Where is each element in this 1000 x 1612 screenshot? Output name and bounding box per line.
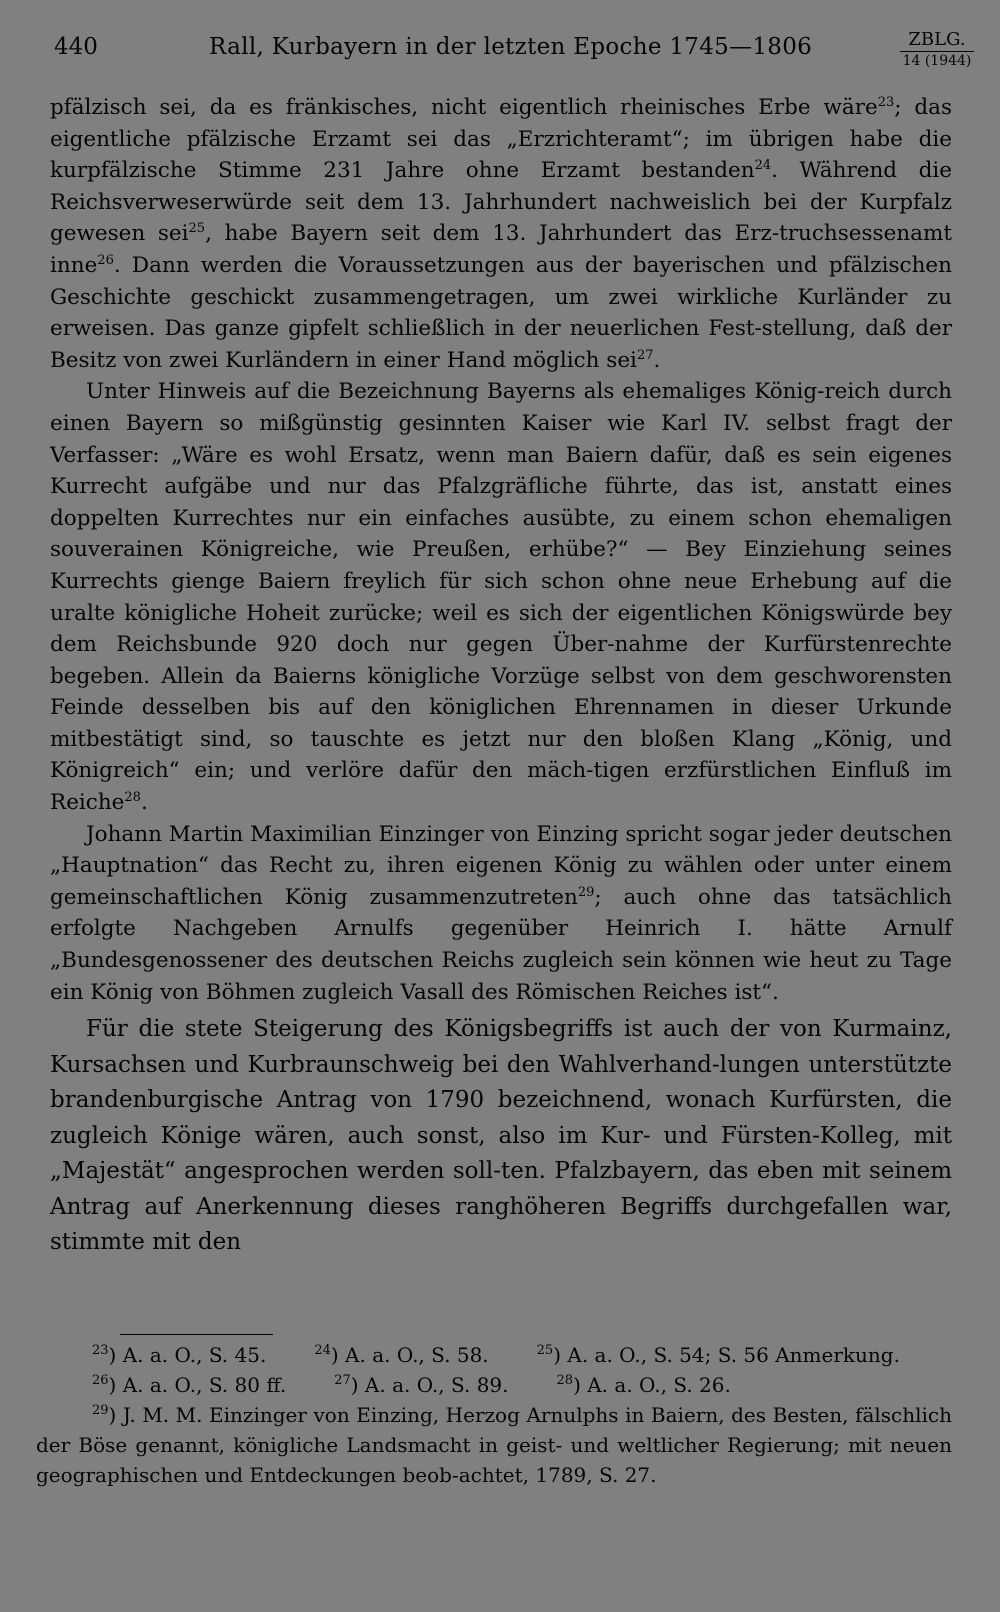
footnote-text: A. a. O., S. 26. — [587, 1373, 731, 1397]
footnote-marker: 29 — [577, 884, 595, 900]
text-run: Johann Martin Maximilian Einzinger von Einzing spricht sogar jeder deutschen „Hauptnation“ das Recht zu, ihren eigenen König zu wählen oder unter einem gemeinschaftlichen König zusammenzutreten — [50, 821, 952, 910]
footnote-marker: 24 — [754, 158, 772, 174]
page-number: 440 — [54, 34, 98, 60]
text-run: Für die stete Steigerung des Königsbegriffs ist auch der von Kurmainz, Kursachsen und Kurbraunschweig bei den Wahlverhand-lungen unterstützte brandenburgische Antrag von 1790 bezeichnend, wonach Kurfürsten, die zugleich Könige wären, auch sonst, also im Kur- und Fürsten-Kolleg, mit „Majestät“ angesprochen werden soll-ten. Pfalzbayern, das eben mit seinem Antrag auf Anerkennung dieses ranghöheren Begriffs durchgefallen war, stimmte mit den — [50, 1016, 952, 1256]
footnote-number: 28 — [556, 1373, 574, 1388]
text-run: . — [140, 790, 148, 816]
footnote-text: A. a. O., S. 54; S. 56 Anmerkung. — [567, 1343, 900, 1367]
paragraph-3 — [50, 819, 952, 1009]
paragraph-4 — [50, 1012, 952, 1261]
footnote-marker: 28 — [124, 790, 141, 806]
journal-abbreviation: ZBLG. — [900, 30, 974, 52]
footnote-number: 25 — [536, 1343, 554, 1358]
footnote-marker: 23 — [877, 95, 895, 110]
text-run: ; auch ohne das tatsächlich erfolgte Nachgeben Arnulfs gegenüber Heinrich I. hätte Arnulf „Bundesgenossener des deutschen Reichs zugleich sein können wie heut zu Tage ein König von Böhmen zugleich Vasall des Römischen Reiches ist“. — [50, 884, 952, 1005]
footnote-marker: 27 — [636, 347, 654, 363]
footnote-text: J. M. M. Einzinger von Einzing, Herzog Arnulphs in Baiern, des Besten, fälschlich der Böse genannt, königliche Landsmacht in geist- und weltlicher Regierung; mit neuen geographischen und Entdeckungen beob-achtet, 1789, S. 27. — [36, 1403, 952, 1487]
journal-reference — [900, 30, 974, 70]
footnote-line-1: $^{23}$) A. a. O., S. 45. $^{24}$) A. a. O., S. 58. $^{25}$) A. a. O., S. 54; S. 56 Anmerkung. — [92, 1343, 900, 1367]
footnotes — [36, 1340, 952, 1490]
footnote-text: A. a. O., S. 45. — [122, 1343, 267, 1367]
paragraph-2 — [50, 376, 952, 818]
text-run: , habe Bayern seit dem 13. Jahrhundert das Erz-truchsessenamt inne — [50, 221, 952, 278]
main-text — [50, 92, 952, 1261]
footnote-number: 26 — [92, 1373, 109, 1388]
footnote-number: 29 — [92, 1403, 109, 1418]
footnote-number: 23 — [92, 1343, 109, 1358]
paragraph-1 — [50, 92, 952, 376]
text-run: . Während die Reichsverweserwürde seit dem 13. Jahrhundert nachweislich bei der Kurpfalz gewesen sei — [50, 158, 952, 247]
footnote-text: A. a. O., S. 80 ff. — [122, 1373, 287, 1397]
footnote-separator — [120, 1334, 273, 1335]
footnote-text: A. a. O., S. 58. — [345, 1343, 489, 1367]
text-run: ; das eigentliche pfälzische Erzamt sei das „Erzrichteramt“; im übrigen habe die kurpfälzische Stimme 231 Jahre ohne Erzamt bestanden — [50, 95, 952, 184]
footnote-marker: 26 — [97, 252, 114, 268]
footnote-number: 24 — [314, 1343, 331, 1358]
text-run: . — [653, 347, 661, 373]
text-run: . Dann werden die Voraussetzungen aus der bayerischen und pfälzischen Geschichte geschickt zusammengetragen, um zwei wirkliche Kurländer zu erweisen. Das ganze gipfelt schließlich in der neuerlichen Fest-stellung, daß der Besitz von zwei Kurländern in einer Hand möglich sei — [50, 252, 952, 373]
text-run: Unter Hinweis auf die Bezeichnung Bayerns als ehemaliges König-reich durch einen Bayern so mißgünstig gesinnten Kaiser wie Karl IV. selbst fragt der Verfasser: „Wäre es wohl Ersatz, wenn man Baiern dafür, daß es sein eigenes Kurrecht aufgäbe und nur das Pfalzgräfliche führte, das ist, anstatt eines doppelten Kurrechtes nur ein einfaches ausübte, zu einem schon ehemaligen souverainen Königreiche, wie Preußen, erhübe?“ — Bey Einziehung seines Kurrechts gienge Baiern freylich für sich schon ohne neue Erhebung auf die uralte königliche Hoheit zurücke; weil es sich der eigentlichen Königswürde bey dem Reichsbunde 920 doch nur gegen Über-nahme der Kurfürstenrechte begeben. Allein da Baierns königliche Vorzüge selbst von dem geschworensten Feinde desselben bis auf den königlichen Ehrennamen in dieser Urkunde mitbestätigt sind, so tauschte es jetzt nur den bloßen Klang „König, und Königreich“ ein; und verlöre dafür den mäch-tigen erzfürstlichen Einfluß im Reiche — [50, 379, 952, 816]
journal-volume: 14 (1944) — [902, 53, 972, 69]
running-title: Rall, Kurbayern in der letzten Epoche 1745—1806 — [209, 34, 813, 60]
footnote-29: $^{29}$) J. M. M. Einzinger von Einzing, Herzog Arnulphs in Baiern, des Besten, fälschlich der Böse genannt, königliche Landsmacht in geist- und weltlicher Regierung; mit neuen geographischen und Entdeckungen beob-achtet, 1789, S. 27. — [36, 1403, 952, 1487]
footnote-text: A. a. O., S. 89. — [364, 1373, 509, 1397]
page-header — [54, 30, 974, 86]
footnote-line-2: $^{26}$) A. a. O., S. 80 ff. $^{27}$) A. a. O., S. 89. $^{28}$) A. a. O., S. 26. — [92, 1373, 731, 1397]
footnote-marker: 25 — [188, 221, 206, 237]
text-run: pfälzisch sei, da es fränkisches, nicht eigentlich rheinisches Erbe wäre — [50, 95, 878, 120]
footnote-number: 27 — [334, 1373, 351, 1388]
